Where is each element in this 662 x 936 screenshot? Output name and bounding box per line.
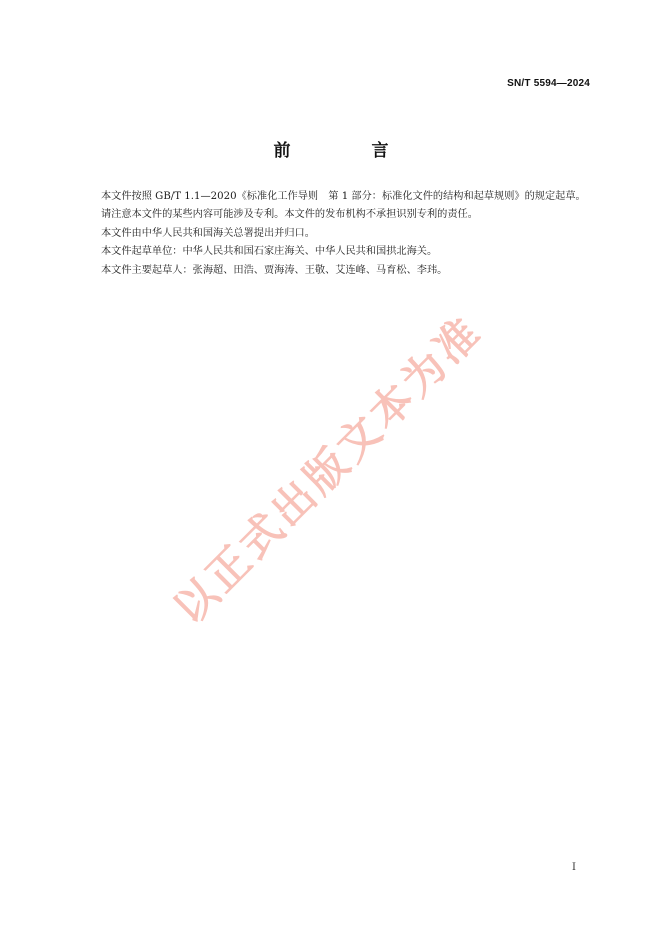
page-number: I (572, 862, 576, 873)
page-title: 前 言 (273, 141, 421, 161)
foreword-body (81, 188, 592, 280)
standard-code: SN/T 5594—2024 (507, 78, 590, 89)
paragraph-proposer: 本文件由中华人民共和国海关总署提出并归口。 (101, 227, 315, 239)
paragraph-drafters: 本文件主要起草人：张海超、田浩、贾海涛、王敬、艾连峰、马育松、李玮。 (101, 264, 448, 276)
paragraph-drafting-rules: 本文件按照 GB/T 1.1—2020《标准化工作导则 第 1 部分：标准化文件的结构和起草规则》的规定起草。 (101, 191, 586, 202)
watermark: 以正式出版文本为准 (164, 306, 492, 634)
paragraph-drafting-units: 本文件起草单位：中华人民共和国石家庄海关、中华人民共和国拱北海关。 (101, 246, 438, 258)
paragraph-patent-notice: 请注意本文件的某些内容可能涉及专利。本文件的发布机构不承担识别专利的责任。 (101, 209, 478, 221)
